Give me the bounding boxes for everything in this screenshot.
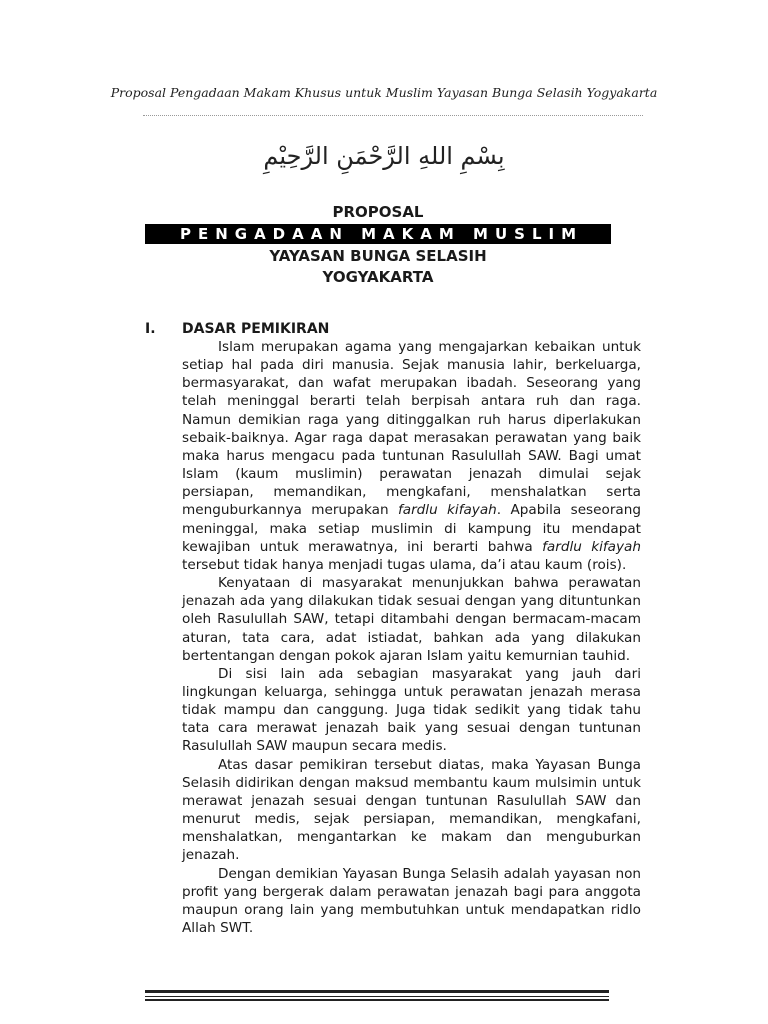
paragraph-1-emphasis-2: fardlu kifayah	[542, 538, 641, 555]
paragraph-1-text-a: Islam merupakan agama yang mengajarkan kebaikan untuk setiap hal pada diri manusia. Sejak manusia lahir, berkeluarga, bermasyarakat, dan wafat merupakan ibadah. Seseorang yang telah meninggal berarti telah berpisah antara ruh dan raga. Namun demikian raga yang ditinggalkan ruh harus diperlakukan sebaik-baiknya. Agar raga dapat merasakan perawatan yang baik maka harus mengacu pada tuntunan Rasulullah SAW. Bagi umat Islam (kaum muslimin) perawatan jenazah dimulai sejak persiapan, memandikan, mengkafani, menshalatkan serta menguburkannya merupakan	[182, 339, 641, 519]
paragraph-5: Dengan demikian Yayasan Bunga Selasih adalah yayasan non profit yang bergerak dalam perawatan jenazah bagi para anggota maupun orang lain yang membutuhkan untuk mendapatkan ridlo Allah SWT.	[182, 865, 641, 936]
section-heading	[145, 321, 329, 337]
title-city: YOGYAKARTA	[322, 268, 434, 286]
basmalah-calligraphy: بِسْمِ اللهِ الرَّحْمَنِ الرَّحِيْمِ	[263, 142, 505, 170]
paragraph-1-text-c: tersebut tidak hanya menjadi tugas ulama, da’i atau kaum (rois).	[182, 556, 627, 573]
paragraph-1-text-b: . Apabila seseorang meninggal, maka setiap muslimin di kampung itu mendapat kewajiban untuk merawatnya, ini berarti bahwa	[182, 502, 641, 555]
paragraph-2: Kenyataan di masyarakat menunjukkan bahwa perawatan jenazah ada yang dilakukan tidak sesuai dengan yang dituntunkan oleh Rasulullah SAW, tetapi ditambahi dengan bermacam-macam aturan, tata cara, adat istiadat, bahkan ada yang dilakukan bertentangan dengan pokok ajaran Islam yaitu kemurnian tauhid.	[182, 575, 641, 664]
document-title	[145, 202, 611, 288]
section-number: I.	[145, 321, 156, 337]
header-divider	[143, 115, 643, 116]
running-header: Proposal Pengadaan Makam Khusus untuk Muslim Yayasan Bunga Selasih Yogyakarta	[110, 85, 658, 100]
section-title: DASAR PEMIKIRAN	[182, 321, 330, 337]
footer-rule-thick	[145, 990, 609, 993]
footer-rule-thin	[145, 996, 609, 997]
title-banner: PENGADAAN MAKAM MUSLIM	[145, 224, 611, 244]
section-body	[182, 338, 641, 937]
footer-rule-bottom	[145, 999, 609, 1001]
title-proposal: PROPOSAL	[332, 203, 424, 221]
paragraph-3: Di sisi lain ada sebagian masyarakat yang jauh dari lingkungan keluarga, sehingga untuk perawatan jenazah merasa tidak mampu dan canggung. Juga tidak sedikit yang tidak tahu tata cara merawat jenazah baik yang sesuai dengan tuntunan Rasulullah SAW maupun secara medis.	[182, 665, 641, 755]
paragraph-1-emphasis-1: fardlu kifayah	[397, 502, 497, 519]
paragraph-1	[182, 338, 641, 574]
title-organization: YAYASAN BUNGA SELASIH	[269, 247, 487, 265]
paragraph-4: Atas dasar pemikiran tersebut diatas, maka Yayasan Bunga Selasih didirikan dengan maksud membantu kaum mulsimin untuk merawat jenazah sesuai dengan tuntunan Rasulullah SAW dan menurut medis, sejak persiapan, memandikan, mengkafani, menshalatkan, mengantarkan ke makam dan menguburkan jenazah.	[182, 756, 641, 864]
